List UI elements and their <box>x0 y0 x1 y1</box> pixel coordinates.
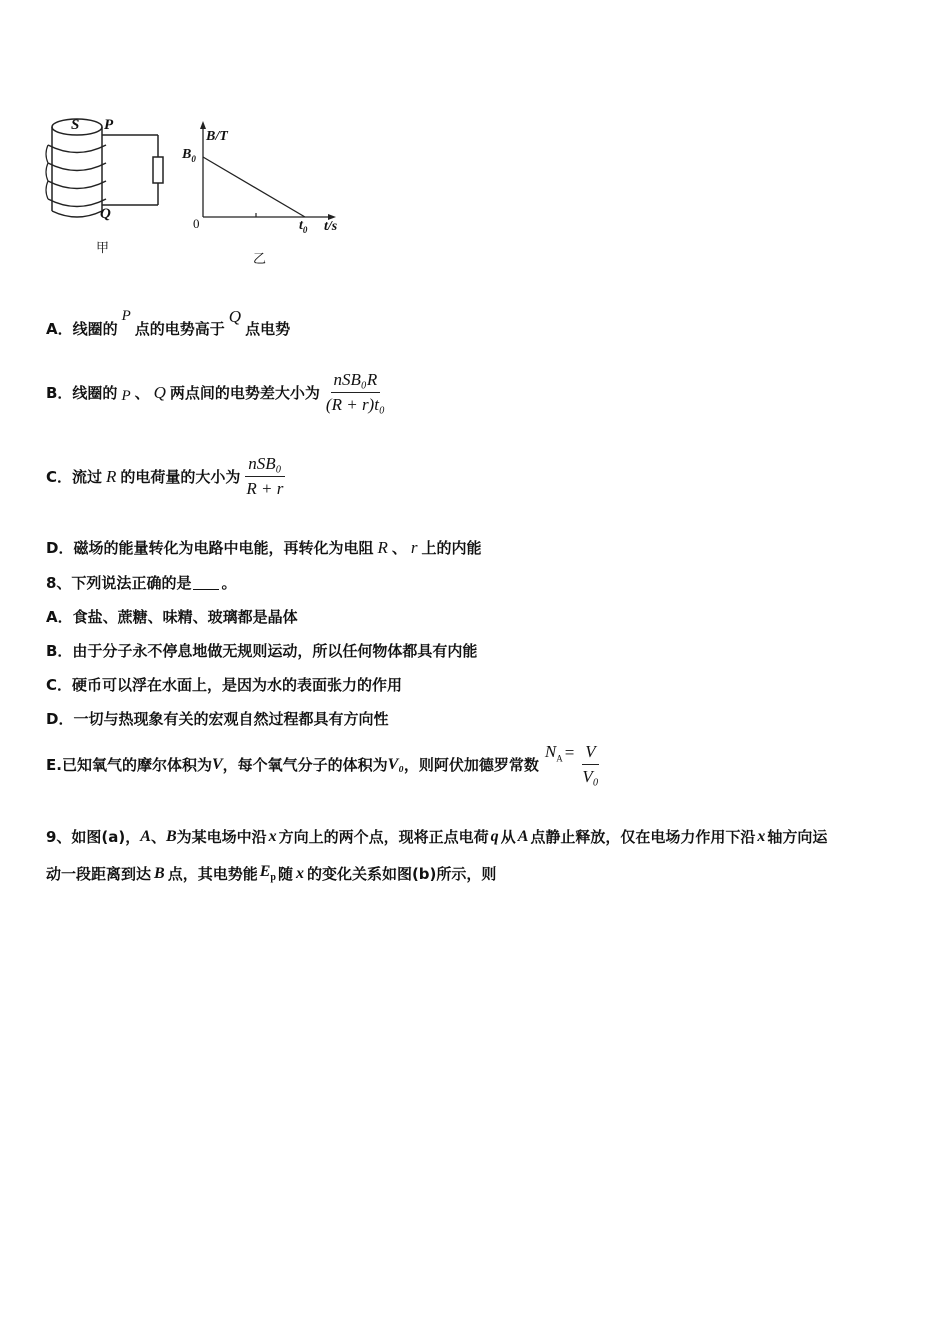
symbol-a: A <box>517 827 529 845</box>
coil-label-q: Q <box>100 206 111 222</box>
fraction-numerator: nSB₀R <box>331 370 381 393</box>
q9-line-1 <box>46 826 827 847</box>
option-text: 点的电势高于 <box>134 320 225 338</box>
symbol-x: x <box>295 864 304 882</box>
graph-origin-label: 0 <box>193 216 200 231</box>
symbol-v: V <box>211 755 223 773</box>
question-text: 点，其电势能 <box>167 865 258 883</box>
option-text: 的电荷量的大小为 <box>120 468 241 486</box>
fraction-avogadro <box>579 742 601 787</box>
option-text: ，每个氧气分子的体积为 <box>222 756 388 774</box>
question-text: 、 <box>150 828 166 846</box>
question-text: 方向上的两个点，现将正点电荷 <box>278 828 489 846</box>
graph-caption: 乙 <box>253 252 267 267</box>
fraction-numerator: V <box>582 742 598 765</box>
fraction-denominator: V₀ <box>582 767 599 786</box>
question-text: 随 <box>277 865 293 883</box>
symbol-v0: V₀ <box>387 755 404 773</box>
q9-line-2 <box>46 863 496 884</box>
option-text: B．由于分子永不停息地做无规则运动，所以任何物体都具有内能 <box>46 642 478 660</box>
symbol-r: R <box>377 537 388 557</box>
question-text: 。 <box>221 574 237 592</box>
option-text: B．线圈的 <box>46 384 118 402</box>
graph-ylabel: B/T <box>206 129 228 144</box>
option-text: 上的内能 <box>421 539 482 557</box>
symbol-ep: $E_p$ <box>259 863 276 884</box>
option-text: D．一切与热现象有关的宏观自然过程都具有方向性 <box>46 710 389 728</box>
q7-option-b <box>46 370 391 415</box>
question-text: 动一段距离到达 <box>46 865 152 883</box>
fraction-denominator: (R + r)t₀ <box>325 395 385 414</box>
fraction-charge <box>243 454 286 499</box>
q8-option-a <box>46 606 298 627</box>
coil-caption: 甲 <box>96 241 110 256</box>
question-text: 9、如图(a)， <box>46 828 141 846</box>
option-text: A．食盐、蔗糖、味精、玻璃都是晶体 <box>46 608 298 626</box>
symbol-b: B <box>165 827 177 845</box>
option-text: C．流过 <box>46 468 103 486</box>
symbol-p: P <box>121 308 131 324</box>
symbol-a: A <box>140 827 151 845</box>
symbol-x: x <box>757 827 766 845</box>
q8-option-c <box>46 674 402 695</box>
option-text: 两点间的电势差大小为 <box>169 384 320 402</box>
option-text: 点电势 <box>245 320 291 338</box>
option-text: ，则阿伏加德罗常数 <box>403 756 539 774</box>
graph-t0-label: $t_0$ <box>299 218 308 235</box>
q8-option-e <box>46 742 605 787</box>
option-text: C．硬币可以浮在水面上，是因为水的表面张力的作用 <box>46 676 403 694</box>
answer-blank <box>193 575 219 590</box>
fraction-potential-difference <box>323 370 388 415</box>
symbol-q: q <box>490 827 499 845</box>
q8-option-b <box>46 640 477 661</box>
equals-sign: = <box>564 742 575 762</box>
option-text: E.已知氧气的摩尔体积为 <box>46 756 212 774</box>
coil-label-p: P <box>104 117 114 133</box>
option-text: A．线圈的 <box>46 320 118 338</box>
symbol-na: $N_A$ <box>544 741 563 764</box>
separator: 、 <box>134 384 150 402</box>
question-text: 点静止释放，仅在电场力作用下沿 <box>530 828 756 846</box>
q7-option-c <box>46 454 289 499</box>
question-text: 的变化关系如图(b)所示，则 <box>306 865 497 883</box>
question-text: 从 <box>500 828 516 846</box>
q8-option-d <box>46 708 388 729</box>
symbol-r: R <box>106 466 117 486</box>
symbol-q: Q <box>228 306 242 326</box>
symbol-x: x <box>268 827 277 845</box>
symbol-q: Q <box>153 382 166 402</box>
graph-y0-label: $B_0$ <box>182 147 196 164</box>
fraction-numerator: nSB₀ <box>245 454 284 477</box>
question-text: 8、下列说法正确的是 <box>46 574 192 592</box>
symbol-b: B <box>154 864 165 882</box>
q7-option-d <box>46 537 482 558</box>
question-text: 轴方向运 <box>767 828 828 846</box>
graph-xlabel: t/s <box>324 219 338 234</box>
q7-option-a <box>46 306 291 339</box>
option-text: D．磁场的能量转化为电路中电能，再转化为电阻 <box>46 539 374 557</box>
separator: 、 <box>391 539 407 557</box>
symbol-p: P <box>121 388 131 404</box>
fraction-denominator: R + r <box>246 479 284 498</box>
coil-label-s: S <box>71 117 80 133</box>
symbol-r-small: r <box>410 537 418 557</box>
q8-stem <box>46 572 236 593</box>
question-text: 为某电场中沿 <box>176 828 267 846</box>
